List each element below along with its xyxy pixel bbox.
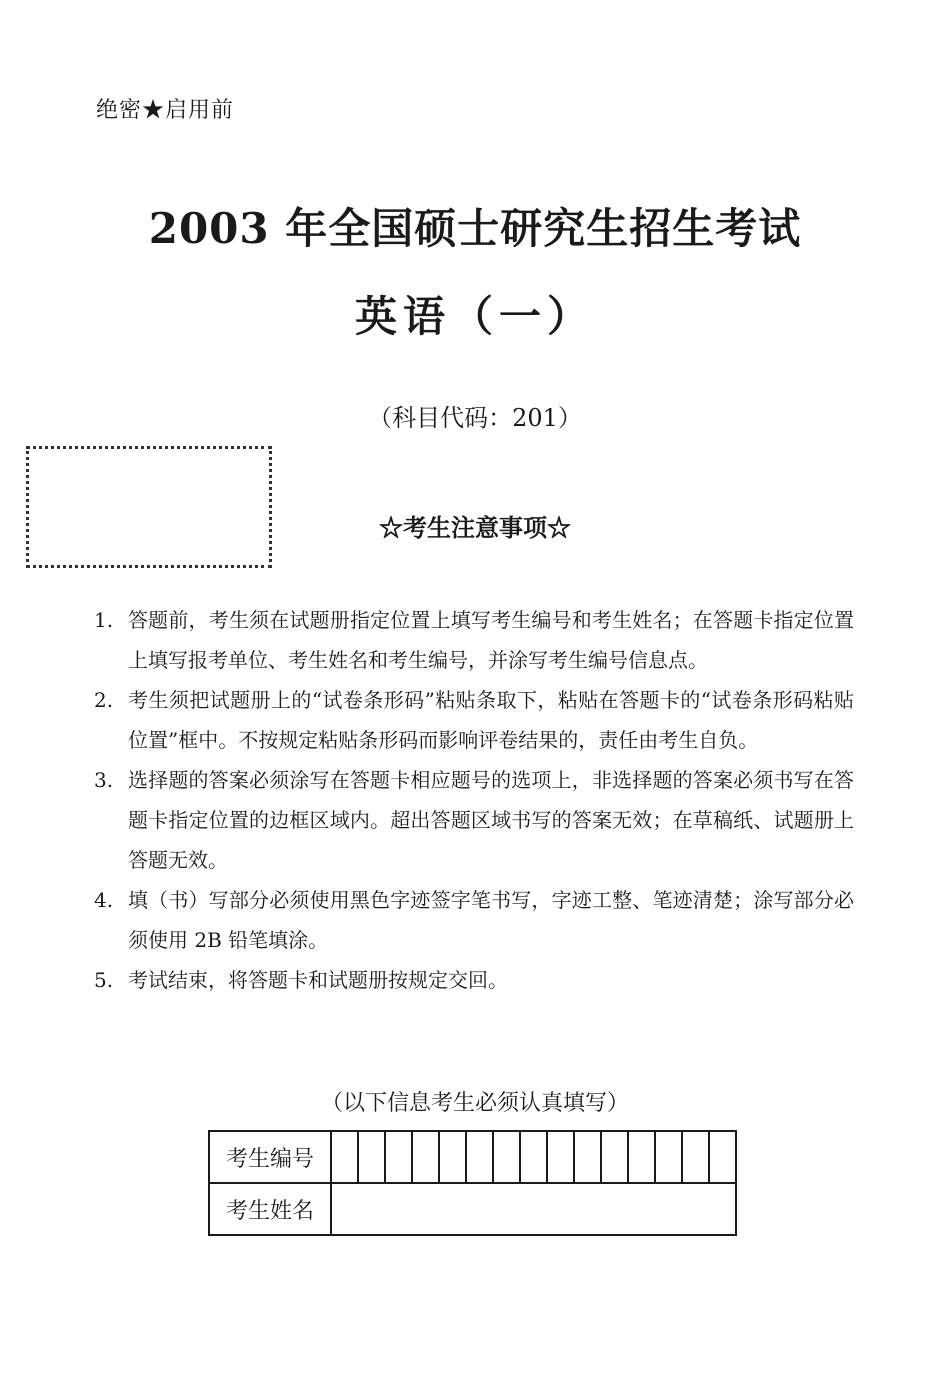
notice-item-number: 1. bbox=[94, 608, 114, 632]
exam-number-digit-box[interactable] bbox=[520, 1131, 547, 1183]
exam-title: 2003 年全国硕士研究生招生考试 bbox=[148, 204, 802, 253]
exam-number-digit-box[interactable] bbox=[358, 1131, 385, 1183]
candidate-info-table bbox=[208, 1130, 737, 1236]
notice-item bbox=[94, 600, 854, 680]
exam-number-digit-box[interactable] bbox=[574, 1131, 601, 1183]
notice-item-text: 考生须把试题册上的“试卷条形码”粘贴条取下，粘贴在答题卡的“试卷条形码粘贴位置”框中。不按规定粘贴条形码而影响评卷结果的，责任由考生自负。 bbox=[128, 688, 854, 752]
name-label: 考生姓名 bbox=[209, 1183, 331, 1235]
notice-item bbox=[94, 680, 854, 760]
exam-number-digit-box[interactable] bbox=[547, 1131, 574, 1183]
exam-number-digit-box[interactable] bbox=[682, 1131, 709, 1183]
notice-item-text: 考试结束，将答题卡和试题册按规定交回。 bbox=[128, 968, 508, 992]
exam-number-digit-box[interactable] bbox=[385, 1131, 412, 1183]
exam-number-row bbox=[209, 1131, 736, 1183]
exam-number-digit-box[interactable] bbox=[655, 1131, 682, 1183]
notice-item-text: 填（书）写部分必须使用黑色字迹签字笔书写，字迹工整、笔迹清楚；涂写部分必须使用 2B 铅笔填涂。 bbox=[128, 888, 854, 952]
notice-item bbox=[94, 880, 854, 960]
notice-item-text: 选择题的答案必须涂写在答题卡相应题号的选项上，非选择题的答案必须书写在答题卡指定位置的边框区域内。超出答题区域书写的答案无效；在草稿纸、试题册上答题无效。 bbox=[128, 768, 854, 872]
exam-number-digit-box[interactable] bbox=[466, 1131, 493, 1183]
exam-number-digit-box[interactable] bbox=[493, 1131, 520, 1183]
exam-number-digit-box[interactable] bbox=[412, 1131, 439, 1183]
notice-item-number: 5. bbox=[94, 968, 114, 992]
notice-item-number: 4. bbox=[94, 888, 114, 912]
notice-list bbox=[94, 600, 854, 1000]
barcode-placeholder-box bbox=[26, 446, 272, 568]
exam-number-label: 考生编号 bbox=[209, 1131, 331, 1183]
notice-item-number: 3. bbox=[94, 768, 114, 792]
exam-number-digit-box[interactable] bbox=[628, 1131, 655, 1183]
secret-label: 绝密★启用前 bbox=[96, 98, 235, 123]
notice-item-number: 2. bbox=[94, 688, 114, 712]
notice-item bbox=[94, 760, 854, 880]
info-form-caption: （以下信息考生必须认真填写） bbox=[320, 1091, 629, 1116]
notice-heading: ☆考生注意事项☆ bbox=[379, 513, 571, 542]
name-field[interactable] bbox=[331, 1183, 736, 1235]
subject-title: 英语（一） bbox=[354, 292, 595, 341]
notice-item bbox=[94, 960, 854, 1000]
name-row bbox=[209, 1183, 736, 1235]
exam-number-digit-box[interactable] bbox=[331, 1131, 358, 1183]
exam-number-digit-box[interactable] bbox=[709, 1131, 736, 1183]
notice-item-text: 答题前，考生须在试题册指定位置上填写考生编号和考生姓名；在答题卡指定位置上填写报考单位、考生姓名和考生编号，并涂写考生编号信息点。 bbox=[128, 608, 854, 672]
exam-number-digit-box[interactable] bbox=[601, 1131, 628, 1183]
exam-number-digit-box[interactable] bbox=[439, 1131, 466, 1183]
subject-code: （科目代码：201） bbox=[368, 404, 582, 432]
